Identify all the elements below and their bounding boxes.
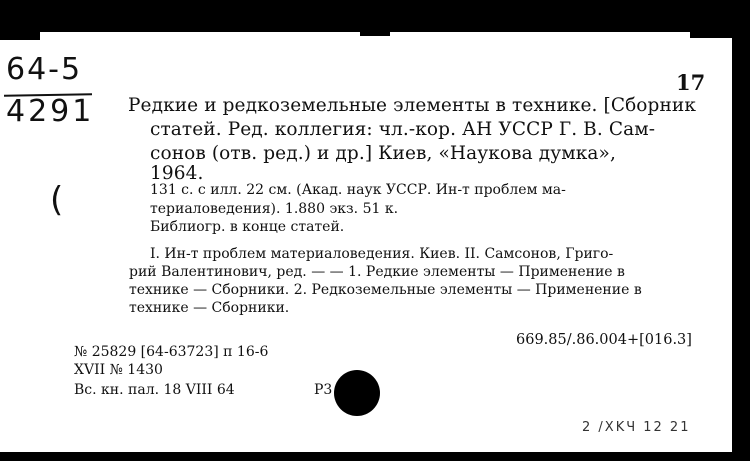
footer-line-2: XVII № 1430 — [74, 362, 163, 378]
entry-line-4: 1964. — [150, 163, 204, 184]
physical-line-2: териаловедения). 1.880 экз. 51 к. — [150, 201, 399, 217]
classification-number: 669.85/.86.004+[016.3] — [516, 332, 692, 348]
physical-line-3: Библиогр. в конце статей. — [150, 219, 345, 235]
footer-line-1: № 25829 [64-63723] п 16-6 — [74, 344, 269, 360]
card-notch — [0, 32, 40, 40]
tracing-line-4: технике — Сборники. — [129, 300, 290, 316]
catalog-card — [0, 32, 732, 452]
footer-line-3: Вс. кн. пал. 18 VIII 64 — [74, 382, 235, 398]
punched-hole — [334, 370, 380, 416]
tracing-line-1: I. Ин-т проблем материаловедения. Киев. II. Самсонов, Григо- — [150, 246, 614, 262]
card-notch — [360, 32, 390, 36]
tracing-line-2: рий Валентинович, ред. — — 1. Редкие элементы — Применение в — [129, 264, 625, 280]
card-notch — [690, 32, 732, 38]
entry-line-1: Редкие и редкоземельные элементы в технике. [Сборник — [128, 95, 697, 116]
entry-line-3: сонов (отв. ред.) и др.] Киев, «Наукова думка», — [150, 143, 616, 164]
card-number: 17 — [676, 70, 706, 95]
handwritten-paren: ( — [50, 180, 64, 220]
entry-line-2: статей. Ред. коллегия: чл.-кор. АН УССР Г. В. Сам- — [150, 119, 656, 140]
handwritten-bottom-number: 4291 — [6, 94, 95, 129]
stamp-text: Р3 — [314, 382, 333, 398]
tracing-line-3: технике — Сборники. 2. Редкоземельные элементы — Применение в — [129, 282, 642, 298]
handwritten-top-number: 64-5 — [6, 52, 83, 87]
handwritten-bottom-right-note: 2 /XKЧ 12 21 — [582, 420, 691, 435]
physical-line-1: 131 с. с илл. 22 см. (Акад. наук УССР. Ин-т проблем ма- — [150, 182, 566, 198]
